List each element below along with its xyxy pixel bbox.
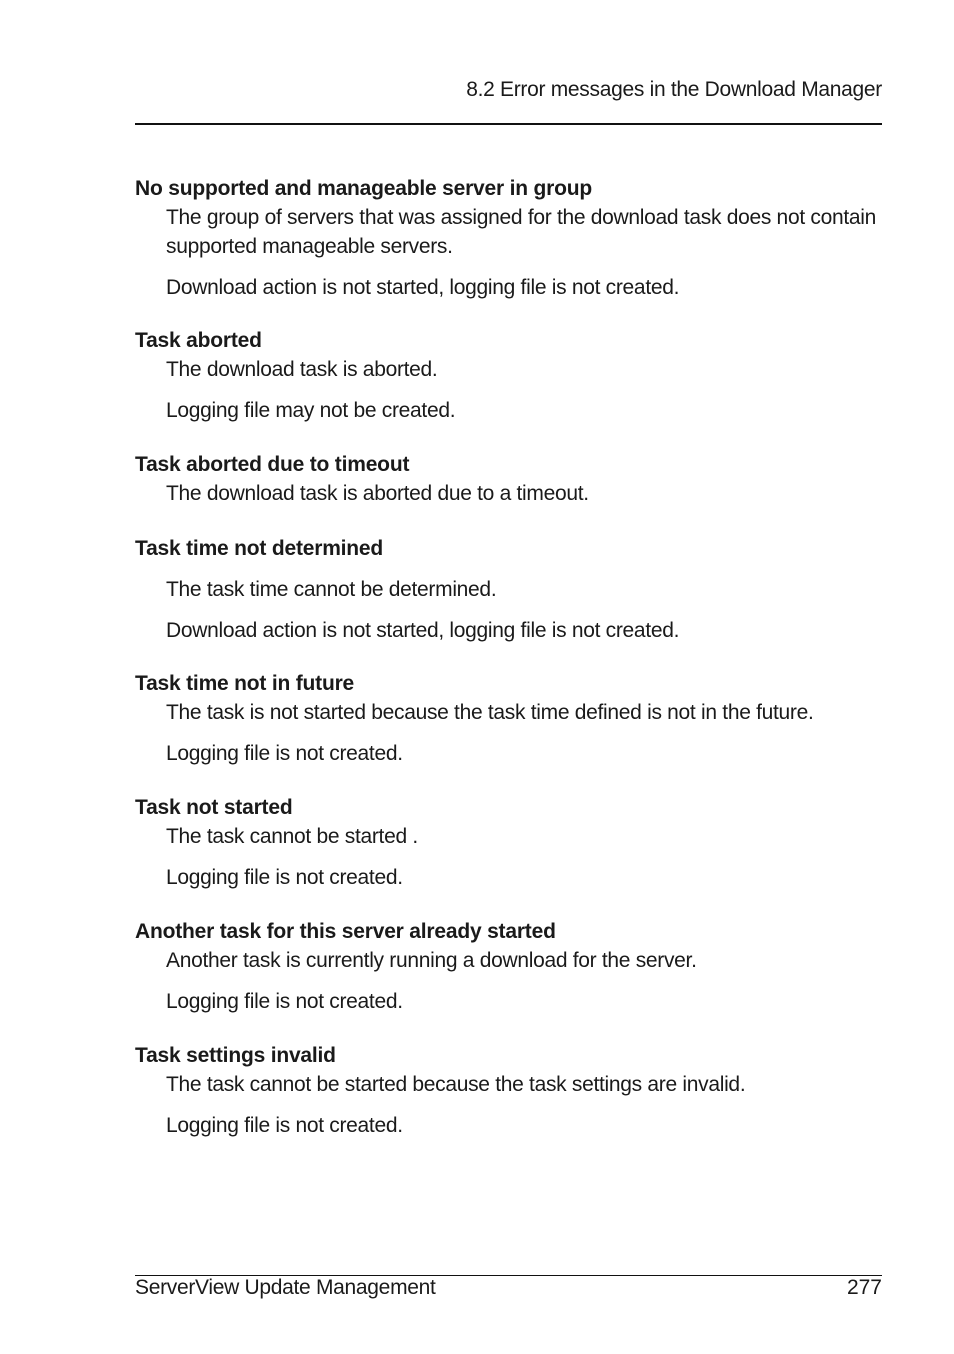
entry-title: Task time not in future <box>135 672 355 695</box>
entry-description: The task is not started because the task time defined is not in the future. <box>166 701 814 724</box>
entry-task-aborted <box>135 326 895 425</box>
entry-task-aborted-timeout <box>135 450 895 508</box>
entry-description: The group of servers that was assigned for the download task does not contain supported manageable servers. <box>166 206 877 258</box>
header-divider <box>135 123 882 125</box>
entry-title: Task settings invalid <box>135 1044 336 1067</box>
error-message-list <box>135 174 895 1140</box>
entry-task-settings-invalid <box>135 1041 895 1140</box>
entry-no-supported-server <box>135 174 895 302</box>
entry-description: The download task is aborted. <box>166 358 438 381</box>
entry-description: The task cannot be started because the task settings are invalid. <box>166 1073 746 1096</box>
entry-title: Task time not determined <box>135 537 384 560</box>
page-number: 277 <box>846 1276 882 1299</box>
entry-title: Task aborted <box>135 329 262 352</box>
footer-product-name: ServerView Update Management <box>135 1276 436 1299</box>
entry-description: Another task is currently running a download for the server. <box>166 949 697 972</box>
entry-title: Task not started <box>135 796 293 819</box>
entry-title: Task aborted due to timeout <box>135 453 410 476</box>
entry-task-time-not-determined <box>135 534 895 645</box>
entry-description: Logging file is not created. <box>166 990 403 1013</box>
entry-description: The task cannot be started . <box>166 825 418 848</box>
entry-description: Download action is not started, logging file is not created. <box>166 276 680 299</box>
entry-description: The download task is aborted due to a timeout. <box>166 482 589 505</box>
entry-description: Logging file is not created. <box>166 866 403 889</box>
entry-another-task-started <box>135 917 895 1016</box>
entry-description: Logging file is not created. <box>166 1114 403 1137</box>
entry-description: Logging file is not created. <box>166 742 403 765</box>
running-header: 8.2 Error messages in the Download Manager <box>466 78 882 101</box>
entry-description: Logging file may not be created. <box>166 399 456 422</box>
entry-title: No supported and manageable server in group <box>135 177 592 200</box>
entry-description: Download action is not started, logging file is not created. <box>166 619 680 642</box>
entry-title: Another task for this server already started <box>135 920 556 943</box>
entry-task-not-started <box>135 793 895 892</box>
entry-task-time-not-in-future <box>135 669 895 768</box>
entry-description: The task time cannot be determined. <box>166 578 497 601</box>
